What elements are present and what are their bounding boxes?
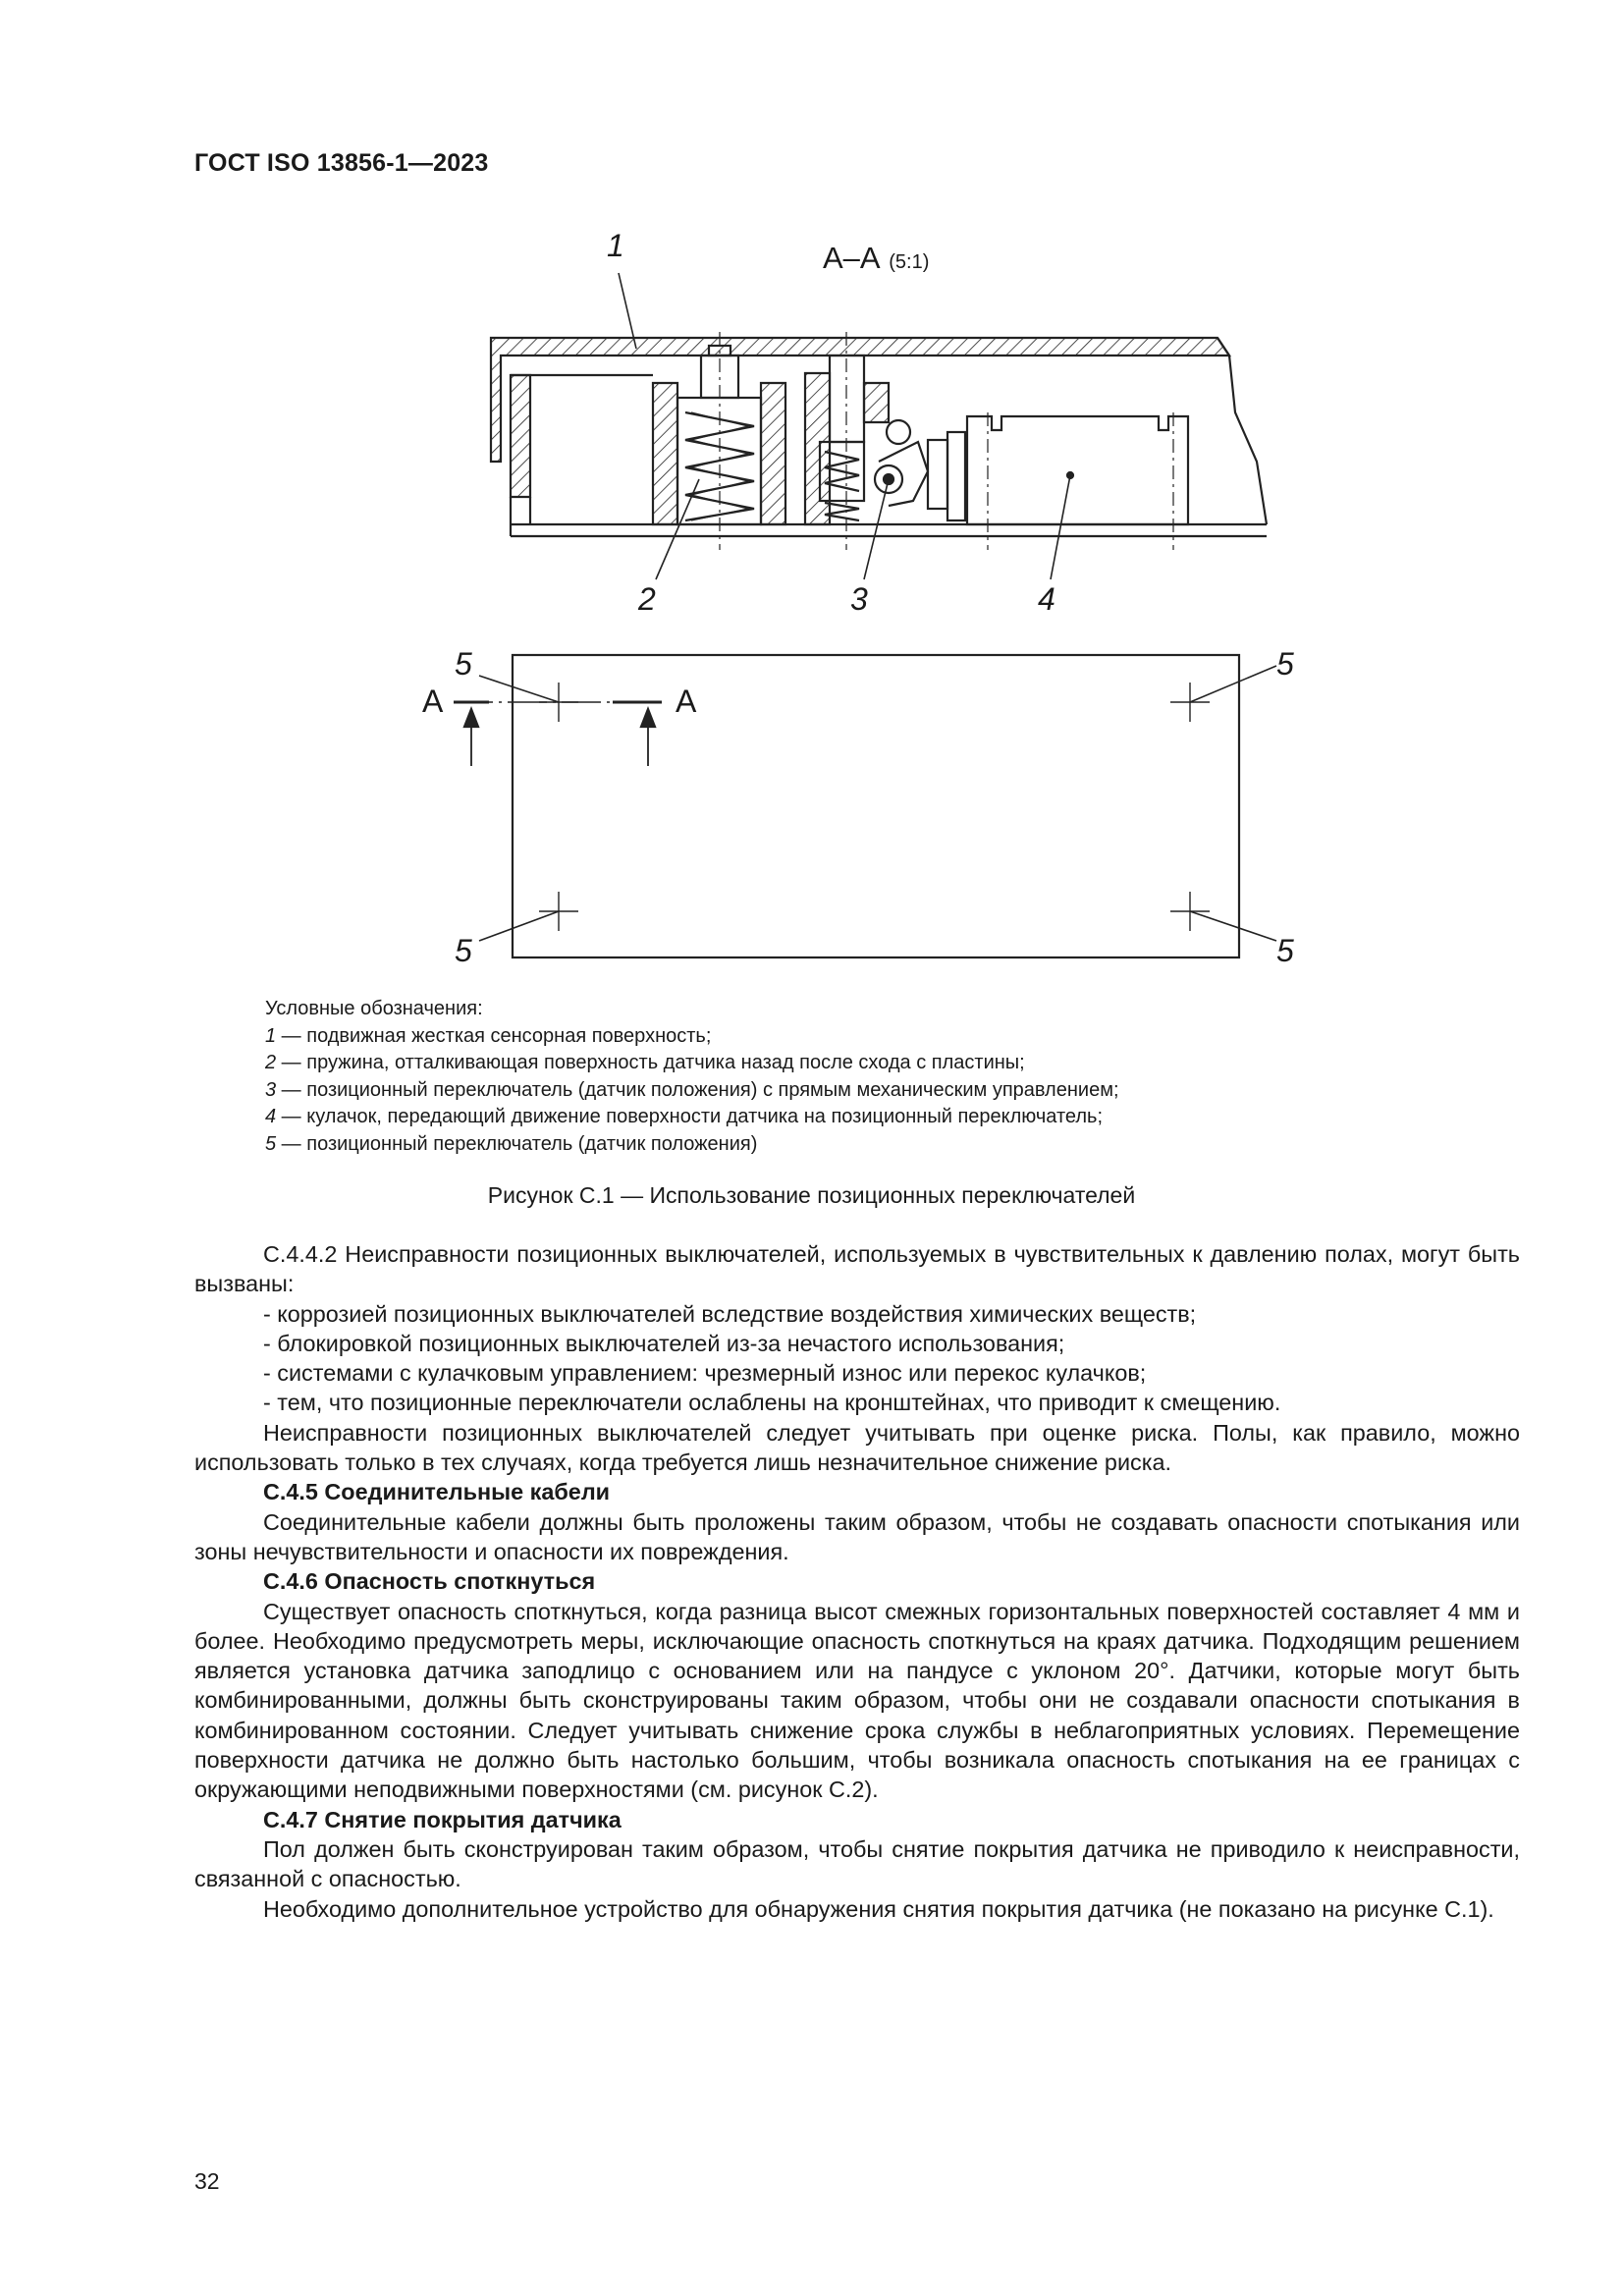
legend-num: 3 (265, 1078, 277, 1101)
callout-5-top-right: 5 (1276, 646, 1294, 682)
paragraph: Пол должен быть сконструирован таким образом, чтобы снятие покрытия датчика не приводило к неисправности, связанной с опасностью. (194, 1835, 1520, 1892)
section-heading: С.4.6 Опасность споткнуться (263, 1568, 596, 1595)
cut-label-left: А (422, 683, 444, 719)
legend-text: — кулачок, передающий движение поверхности датчика на позиционный переключатель; (276, 1106, 1103, 1127)
paragraph: С.4.4.2 Неисправности позиционных выключателей, используемых в чувствительных к давлению полах, могут быть вызваны: (194, 1241, 1520, 1297)
page-number: 32 (194, 2168, 220, 2194)
paragraph: Существует опасность споткнуться, когда разница высот смежных горизонтальных поверхностей составляет 4 мм и более. Необходимо предусмотреть меры, исключающие опасность споткнуться на краях датчика. Подходящим решением является установка датчика заподлицо с основанием или на пандусе с уклоном 20°. Датчики, которые могут быть комбинированными, должны быть сконструированы таким образом, чтобы они не создавали опасности спотыкания в комбинированном состоянии. Следует учитывать снижение срока службы в неблагоприятных условиях. Перемещение поверхности датчика не должно быть настолько большим, чтобы возникала опасность спотыкания на ее границах с окружающими неподвижными поверхностями (см. рисунок С.2). (194, 1598, 1520, 1803)
section-scale: (5:1) (889, 251, 930, 273)
paragraph: Соединительные кабели должны быть проложены таким образом, чтобы не создавать опасности спотыкания или зоны нечувствительности и опасности их повреждения. (194, 1508, 1520, 1564)
figure-legend (265, 996, 1119, 1158)
paragraph: Неисправности позиционных выключателей следует учитывать при оценке риска. Полы, как правило, можно использовать только в тех случаях, когда требуется лишь незначительное снижение риска. (194, 1419, 1520, 1476)
section-label-text: А–А (823, 241, 881, 275)
callout-5-bottom-left: 5 (455, 933, 472, 968)
callout-5-bottom-right: 5 (1276, 933, 1294, 968)
callout-4: 4 (1038, 581, 1055, 617)
section-label (823, 241, 929, 276)
legend-item (265, 1104, 1119, 1131)
legend-item (265, 1131, 1119, 1159)
section-heading: С.4.7 Снятие покрытия датчика (263, 1806, 622, 1832)
callout-2: 2 (638, 581, 656, 617)
legend-num: 5 (265, 1132, 277, 1155)
callout-3: 3 (850, 581, 868, 617)
legend-text: — подвижная жесткая сенсорная поверхность; (276, 1024, 712, 1047)
list-item: - коррозией позиционных выключателей вследствие воздействия химических веществ; (263, 1300, 1197, 1327)
technical-drawing (0, 0, 1623, 982)
section-view (491, 273, 1267, 579)
document-header: ГОСТ ISO 13856-1—2023 (194, 149, 489, 177)
legend-title: Условные обозначения: (265, 998, 483, 1019)
legend-item (265, 1023, 1119, 1051)
figure-c1 (0, 0, 1623, 982)
callout-1: 1 (607, 228, 624, 263)
figure-caption: Рисунок С.1 — Использование позиционных переключателей (487, 1182, 1136, 1208)
legend-text: — позиционный переключатель (датчик положения) (276, 1132, 758, 1155)
legend-item (265, 1050, 1119, 1077)
list-item: - блокировкой позиционных выключателей из-за нечастого использования; (263, 1330, 1065, 1356)
list-item: - тем, что позиционные переключатели ослаблены на кронштейнах, что приводит к смещению. (263, 1390, 1281, 1416)
callout-5-top-left: 5 (455, 646, 472, 682)
paragraph: Необходимо дополнительное устройство для обнаружения снятия покрытия датчика (не показано на рисунке С.1). (263, 1895, 1494, 1922)
legend-num: 1 (265, 1024, 277, 1047)
section-heading: С.4.5 Соединительные кабели (263, 1479, 611, 1505)
list-item: - системами с кулачковым управлением: чрезмерный износ или перекос кулачков; (263, 1360, 1147, 1387)
legend-item (265, 1077, 1119, 1105)
cut-label-right: А (676, 683, 697, 719)
legend-num: 2 (265, 1052, 277, 1073)
legend-text: — пружина, отталкивающая поверхность датчика назад после схода с пластины; (276, 1052, 1025, 1073)
legend-text: — позиционный переключатель (датчик положения) с прямым механическим управлением; (276, 1078, 1119, 1101)
plan-view (454, 655, 1276, 957)
legend-num: 4 (265, 1106, 277, 1127)
body-text (194, 1239, 1520, 1924)
